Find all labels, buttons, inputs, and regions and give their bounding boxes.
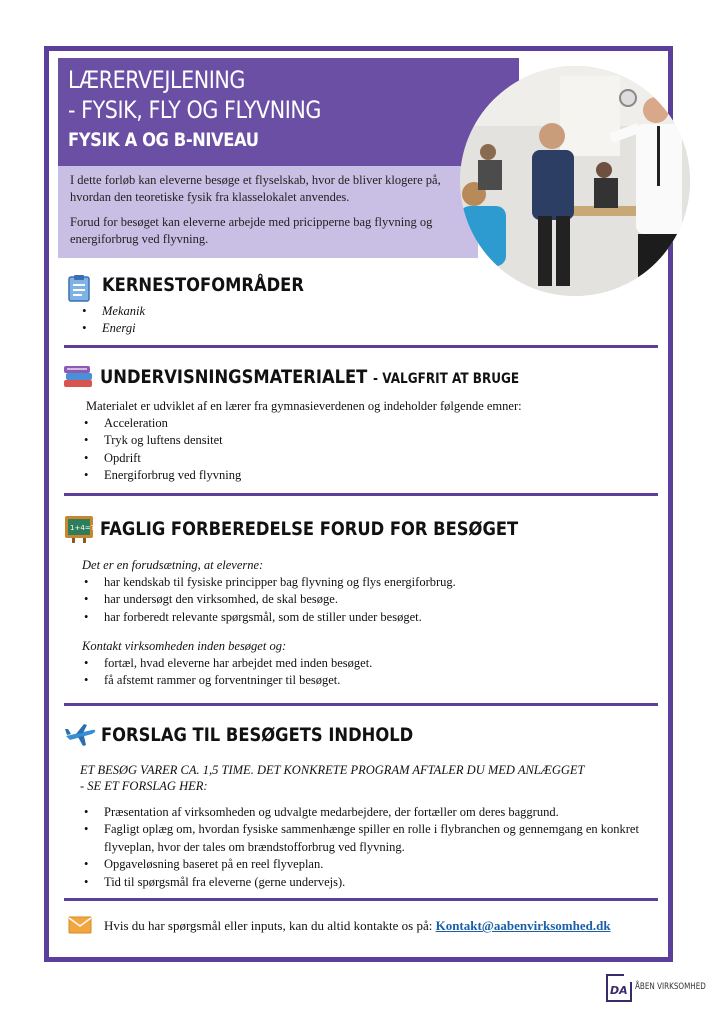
svg-text:1+4=?: 1+4=? (70, 524, 94, 532)
forslag-note-line1: ET BESØG VARER CA. 1,5 TIME. DET KONKRETE PROGRAM AFTALER DU MED ANLÆGGET (80, 763, 585, 777)
section-title-kernestof: KERNESTOFOMRÅDER (102, 274, 304, 296)
airplane-icon (64, 722, 96, 753)
list-item: • Mekanik (80, 303, 145, 320)
list-item: • Tryk og luftens densitet (82, 432, 241, 449)
logo (606, 974, 632, 1007)
logo-text: ÅBEN VIRKSOMHED (635, 982, 706, 992)
section-divider (64, 345, 658, 348)
forberedelse-intro-1: Det er en forudsætning, at eleverne: (82, 558, 264, 572)
books-icon (62, 364, 94, 395)
section-divider (64, 493, 658, 496)
list-item: • har kendskab til fysiske principper bag flyvning og flys energiforbrug. (82, 574, 456, 591)
list-item: • Energi (80, 320, 145, 337)
forberedelse-list-1 (82, 574, 456, 626)
list-item: • få afstemt rammer og forventninger til besøget. (82, 672, 372, 689)
forberedelse-list-2 (82, 655, 372, 690)
forslag-list (82, 804, 642, 891)
contact-text: Hvis du har spørgsmål eller inputs, kan du altid kontakte os på: (104, 918, 433, 933)
list-item: • Præsentation af virksomheden og udvalgte medarbejdere, der fortæller om deres baggrund. (82, 804, 642, 821)
page-title-line2: - FYSIK, FLY OG FLYVNING (68, 96, 321, 124)
materiale-intro: Materialet er udviklet af en lærer fra gymnasieverdenen og indeholder følgende emner: (86, 399, 522, 413)
list-item: • Tid til spørgsmål fra eleverne (gerne undervejs). (82, 874, 642, 891)
materiale-title-text: UNDERVISNINGSMATERIALET (100, 366, 368, 388)
list-item: • fortæl, hvad eleverne har arbejdet med inden besøget. (82, 655, 372, 672)
contact-line (104, 918, 611, 934)
list-item: • Opdrift (82, 450, 241, 467)
list-item: • har forberedt relevante spørgsmål, som de stiller under besøget. (82, 609, 456, 626)
section-title-forberedelse: FAGLIG FORBEREDELSE FORUD FOR BESØGET (100, 518, 519, 540)
forslag-note-line2: - SE ET FORSLAG HER: (80, 779, 208, 793)
list-item: • Opgaveløsning baseret på en reel flyveplan. (82, 856, 642, 873)
section-title-forslag: FORSLAG TIL BESØGETS INDHOLD (101, 724, 414, 746)
list-item: • Acceleration (82, 415, 241, 432)
classroom-photo (460, 66, 690, 296)
materiale-list (82, 415, 241, 485)
logo-mark: DA (610, 984, 628, 997)
page-subtitle: FYSIK A OG B-NIVEAU (68, 129, 259, 151)
chalkboard-icon (64, 514, 94, 549)
kernestof-list (80, 303, 145, 338)
forberedelse-intro-2: Kontakt virksomheden inden besøget og: (82, 639, 287, 653)
list-item: • Energiforbrug ved flyvning (82, 467, 241, 484)
list-item: • har undersøgt den virksomhed, de skal besøge. (82, 591, 456, 608)
section-title-materiale (100, 366, 519, 388)
intro-paragraph-1: I dette forløb kan eleverne besøge et flyselskab, hvor de bliver klogere på, hvordan den teoretiske fysik fra klasselokalet anvendes. (70, 173, 441, 204)
envelope-icon (68, 916, 92, 939)
intro-paragraph-2: Forud for besøget kan eleverne arbejde med pricipperne bag flyvning og energiforbrug ved flyvning. (70, 215, 433, 246)
page-title-line1: LÆRERVEJLENING (68, 66, 245, 94)
materiale-subtitle: - VALGFRIT AT BRUGE (373, 371, 520, 387)
list-item: • Fagligt oplæg om, hvordan fysiske sammenhænge spiller en rolle i flybranchen og gennemgang en konkret flyveplan, hvor der tales om brændstofforbrug ved flyvning. (82, 821, 642, 856)
section-divider (64, 703, 658, 706)
section-divider (64, 898, 658, 901)
contact-email-link[interactable]: Kontakt@aabenvirksomhed.dk (435, 918, 611, 933)
